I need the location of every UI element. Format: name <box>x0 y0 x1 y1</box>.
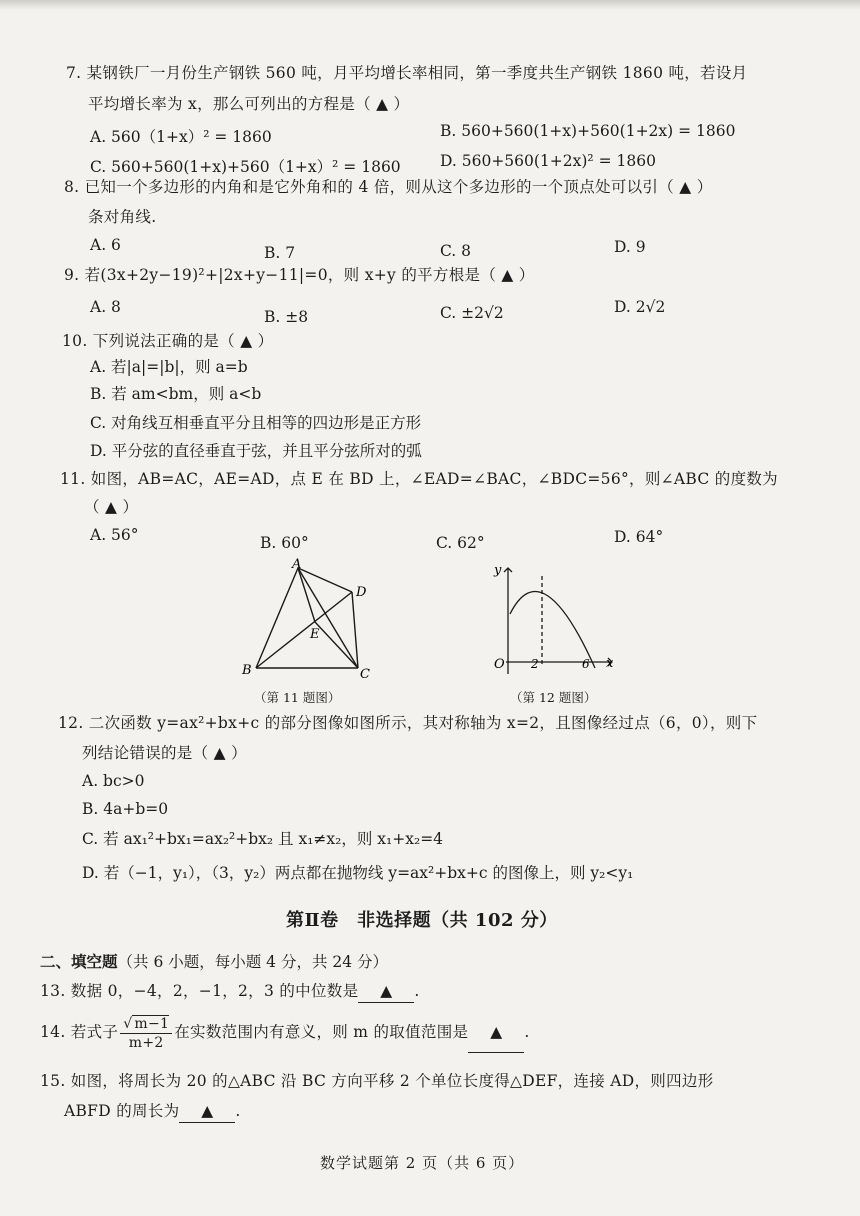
q11-figure-caption: （第 11 题图） <box>254 690 341 705</box>
q12-option-c: C. 若 ax₁²+bx₁=ax₂²+bx₂ 且 x₁≠x₂，则 x₁+x₂=4 <box>82 830 444 848</box>
q9-option-d: D. 2√2 <box>614 298 666 316</box>
q7-stem-line2: 平均增长率为 x，那么可列出的方程是（ ▲ ） <box>88 95 410 113</box>
q8-option-c: C. 8 <box>440 242 472 260</box>
fig12-label-two: 2 <box>531 657 539 671</box>
q14-denominator: m+2 <box>128 1034 164 1051</box>
q15-period: . <box>235 1102 241 1120</box>
fig11-label-a: A <box>292 557 302 572</box>
q11-option-a: A. 56° <box>90 526 139 544</box>
segment-dc <box>352 592 358 668</box>
q11-stem-line2: （ ▲ ） <box>84 498 139 516</box>
q11-option-d: D. 64° <box>614 528 664 546</box>
fig11-label-b: B <box>242 663 252 678</box>
q14-stem-pre: 14. 若式子 <box>40 1023 119 1041</box>
q13-answer-blank: ▲ <box>358 980 414 1003</box>
fig11-label-d: D <box>356 585 367 600</box>
q12-stem-line1: 12. 二次函数 y=ax²+bx+c 的部分图像如图所示，其对称轴为 x=2，且图像经过点（6，0），则下 <box>58 714 758 732</box>
fig12-label-origin: O <box>494 657 505 672</box>
q13-period: . <box>414 982 420 1000</box>
q7-option-a: A. 560（1+x）² = 1860 <box>90 128 272 146</box>
q8-option-a: A. 6 <box>90 236 121 254</box>
q8-option-d: D. 9 <box>614 238 646 256</box>
q12-stem-line2: 列结论错误的是（ ▲ ） <box>82 744 247 762</box>
section-head: 二、填空题 <box>40 952 118 971</box>
section-note: （共 6 小题，每小题 4 分，共 24 分） <box>117 953 389 971</box>
q13-line <box>40 980 420 1003</box>
fig12-label-y: y <box>494 563 502 578</box>
segment-bd <box>256 592 352 668</box>
q9-option-a: A. 8 <box>90 298 121 316</box>
page-footer: 数学试题第 2 页（共 6 页） <box>320 1154 525 1172</box>
q10-option-b: B. 若 am<bm，则 a<b <box>90 385 262 403</box>
q7-option-d: D. 560+560(1+2x)² = 1860 <box>440 152 656 170</box>
segment-ec <box>315 622 358 668</box>
q9-option-c: C. ±2√2 <box>440 304 504 322</box>
q14-stem-post: 在实数范围内有意义，则 m 的取值范围是 <box>174 1023 469 1041</box>
q12-option-d: D. 若（−1，y₁），（3，y₂）两点都在抛物线 y=ax²+bx+c 的图像上，则 y₂<y₁ <box>82 864 634 882</box>
q15-line2 <box>64 1100 241 1123</box>
q11-option-c: C. 62° <box>436 534 485 552</box>
q15-stem-line2: ABFD 的周长为 <box>64 1102 180 1120</box>
q9-option-b: B. ±8 <box>264 308 309 326</box>
segment-ae <box>298 568 315 622</box>
q7-option-c: C. 560+560(1+x)+560（1+x）² = 1860 <box>90 158 401 176</box>
fig12-label-six: 6 <box>582 657 590 671</box>
q15-stem-line1: 15. 如图，将周长为 20 的△ABC 沿 BC 方向平移 2 个单位长度得△DEF，连接 AD，则四边形 <box>40 1072 714 1090</box>
segment-ad <box>298 568 352 592</box>
q14-answer-blank: ▲ <box>468 1012 524 1053</box>
q9-stem: 9. 若(3x+2y−19)²+|2x+y−11|=0，则 x+y 的平方根是（ ▲ ） <box>64 266 535 284</box>
q15-answer-blank: ▲ <box>179 1100 235 1123</box>
scan-edge <box>0 0 860 10</box>
q14-line <box>40 1012 530 1053</box>
segment-ac <box>298 568 358 668</box>
fig11-label-e: E <box>310 627 320 642</box>
q12-figure-caption: （第 12 题图） <box>510 690 597 705</box>
q11-option-b: B. 60° <box>260 534 309 552</box>
q10-stem: 10. 下列说法正确的是（ ▲ ） <box>62 332 274 350</box>
q10-option-d: D. 平分弦的直径垂直于弦，并且平分弦所对的弧 <box>90 442 422 460</box>
q8-option-b: B. 7 <box>264 244 296 262</box>
q10-option-a: A. 若|a|=|b|，则 a=b <box>90 358 248 376</box>
q14-radicand: m−1 <box>134 1015 170 1032</box>
q7-option-b: B. 560+560(1+x)+560(1+2x) = 1860 <box>440 122 736 140</box>
q8-stem-line2: 条对角线. <box>88 208 157 226</box>
q14-fraction <box>120 1015 172 1052</box>
q11-stem-line1: 11. 如图，AB=AC，AE=AD，点 E 在 BD 上，∠EAD=∠BAC，∠BDC=56°，则∠ABC 的度数为 <box>60 470 778 488</box>
q11-triangle-figure <box>230 556 390 686</box>
q13-stem: 13. 数据 0，−4，2，−1，2，3 的中位数是 <box>40 982 359 1000</box>
part2-title: 第Ⅱ卷 非选择题（共 102 分） <box>286 910 558 931</box>
q8-stem-line1: 8. 已知一个多边形的内角和是它外角和的 4 倍，则从这个多边形的一个顶点处可以引（ ▲ ） <box>64 178 713 196</box>
q10-option-c: C. 对角线互相垂直平分且相等的四边形是正方形 <box>90 414 422 432</box>
q14-numerator: √ m−1 <box>120 1015 172 1034</box>
fig12-label-x: x <box>606 656 614 671</box>
fig11-label-c: C <box>360 667 370 682</box>
q12-parabola-figure <box>488 556 628 686</box>
q12-option-a: A. bc>0 <box>82 772 145 790</box>
q14-period: . <box>524 1023 530 1041</box>
q7-stem-line1: 7. 某钢铁厂一月份生产钢铁 560 吨，月平均增长率相同，第一季度共生产钢铁 1860 吨，若设月 <box>66 64 748 82</box>
fill-in-section-header <box>40 950 388 972</box>
segment-ab <box>256 568 298 668</box>
q12-option-b: B. 4a+b=0 <box>82 800 169 818</box>
